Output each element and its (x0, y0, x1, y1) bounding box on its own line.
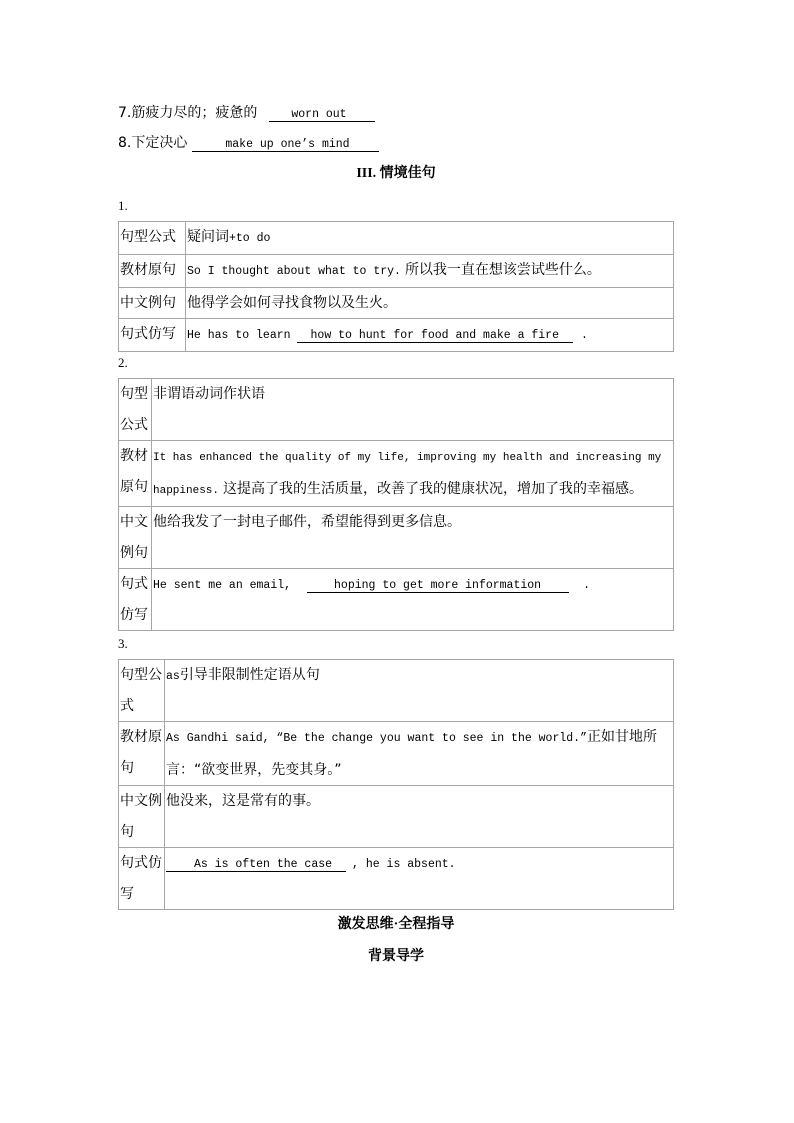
content-en: So I thought about what to try. (187, 265, 401, 278)
row-label: 句式仿写 (119, 319, 186, 352)
row-label: 句式仿写 (119, 569, 152, 631)
row-content (152, 379, 674, 441)
content-en: as (166, 670, 180, 683)
table-row (119, 222, 674, 255)
row-label: 中文例句 (119, 786, 165, 848)
table-row (119, 507, 674, 569)
answer-blank: how to hunt for food and make a fire (297, 329, 573, 343)
vocab-prompt: 7.筋疲力尽的；疲惫的 (118, 105, 258, 121)
content-zh: 这提高了我的生活质量，改善了我的健康状况，增加了我的幸福感。 (223, 480, 644, 497)
content-zh: 所以我一直在想该尝试些什么。 (404, 262, 601, 278)
table-row (119, 660, 674, 722)
row-label: 教材原句 (119, 722, 165, 786)
table-row (119, 786, 674, 848)
vocab-answer-blank: make up one’s mind (192, 138, 378, 152)
heading-guidance: 激发思维·全程指导 (337, 917, 455, 932)
table-row (119, 379, 674, 441)
row-content (165, 848, 674, 910)
answer-blank: hoping to get more information (307, 579, 569, 593)
heading-background: 背景导学 (368, 949, 424, 964)
sentence-table-3 (118, 659, 674, 910)
row-label: 教材原句 (119, 255, 186, 288)
row-label: 句型公式 (119, 222, 186, 255)
content-zh: 非谓语动词作状语 (153, 386, 265, 402)
row-content (165, 786, 674, 848)
content-en: +to do (229, 232, 271, 245)
section-title: III. 情境佳句 (356, 166, 436, 181)
content-before: He sent me an email, (153, 579, 292, 592)
row-content (152, 569, 674, 631)
row-label: 教材原句 (119, 441, 152, 507)
table-row (119, 255, 674, 288)
content-before: He has to learn (187, 329, 291, 342)
row-content (186, 255, 674, 288)
row-content (165, 722, 674, 786)
table-row (119, 848, 674, 910)
row-content (165, 660, 674, 722)
table-row (119, 569, 674, 631)
answer-blank: As is often the case (166, 858, 346, 872)
table-row (119, 441, 674, 507)
sentence-table-2 (118, 378, 674, 631)
row-content (186, 319, 674, 352)
vocab-item-7 (118, 103, 375, 123)
content-after: , he is absent. (352, 858, 456, 871)
item-number: 2. (118, 355, 128, 370)
content-zh: 他没来，这是常有的事。 (166, 793, 320, 809)
content-en: It has enhanced the quality of my life, improving my health and increasing my happiness. (153, 452, 662, 497)
row-content (152, 507, 674, 569)
table-row (119, 722, 674, 786)
row-label: 句型公式 (119, 379, 152, 441)
content-zh: 正如甘地所言：“欲变世界，先变其身。” (166, 729, 657, 778)
content-zh: 疑问词 (187, 229, 229, 245)
table-row (119, 319, 674, 352)
row-content (186, 222, 674, 255)
content-zh: 引导非限制性定语从句 (179, 667, 320, 683)
item-number: 3. (118, 636, 128, 651)
row-label: 句式仿写 (119, 848, 165, 910)
vocab-item-8 (118, 133, 379, 153)
row-content (152, 441, 674, 507)
row-label: 中文例句 (119, 288, 186, 319)
vocab-answer-blank: worn out (269, 108, 374, 122)
row-content (186, 288, 674, 319)
row-label: 句型公式 (119, 660, 165, 722)
content-after: . (580, 329, 588, 342)
sentence-table-1 (118, 221, 674, 352)
content-zh: 他得学会如何寻找食物以及生火。 (187, 295, 397, 311)
content-en: As Gandhi said, “Be the change you want to see in the world.” (166, 732, 587, 745)
content-zh: 他给我发了一封电子邮件，希望能得到更多信息。 (153, 514, 461, 530)
content-after: . (583, 579, 590, 592)
item-number: 1. (118, 198, 128, 213)
row-label: 中文例句 (119, 507, 152, 569)
vocab-prompt: 8.下定决心 (118, 135, 188, 151)
table-row (119, 288, 674, 319)
